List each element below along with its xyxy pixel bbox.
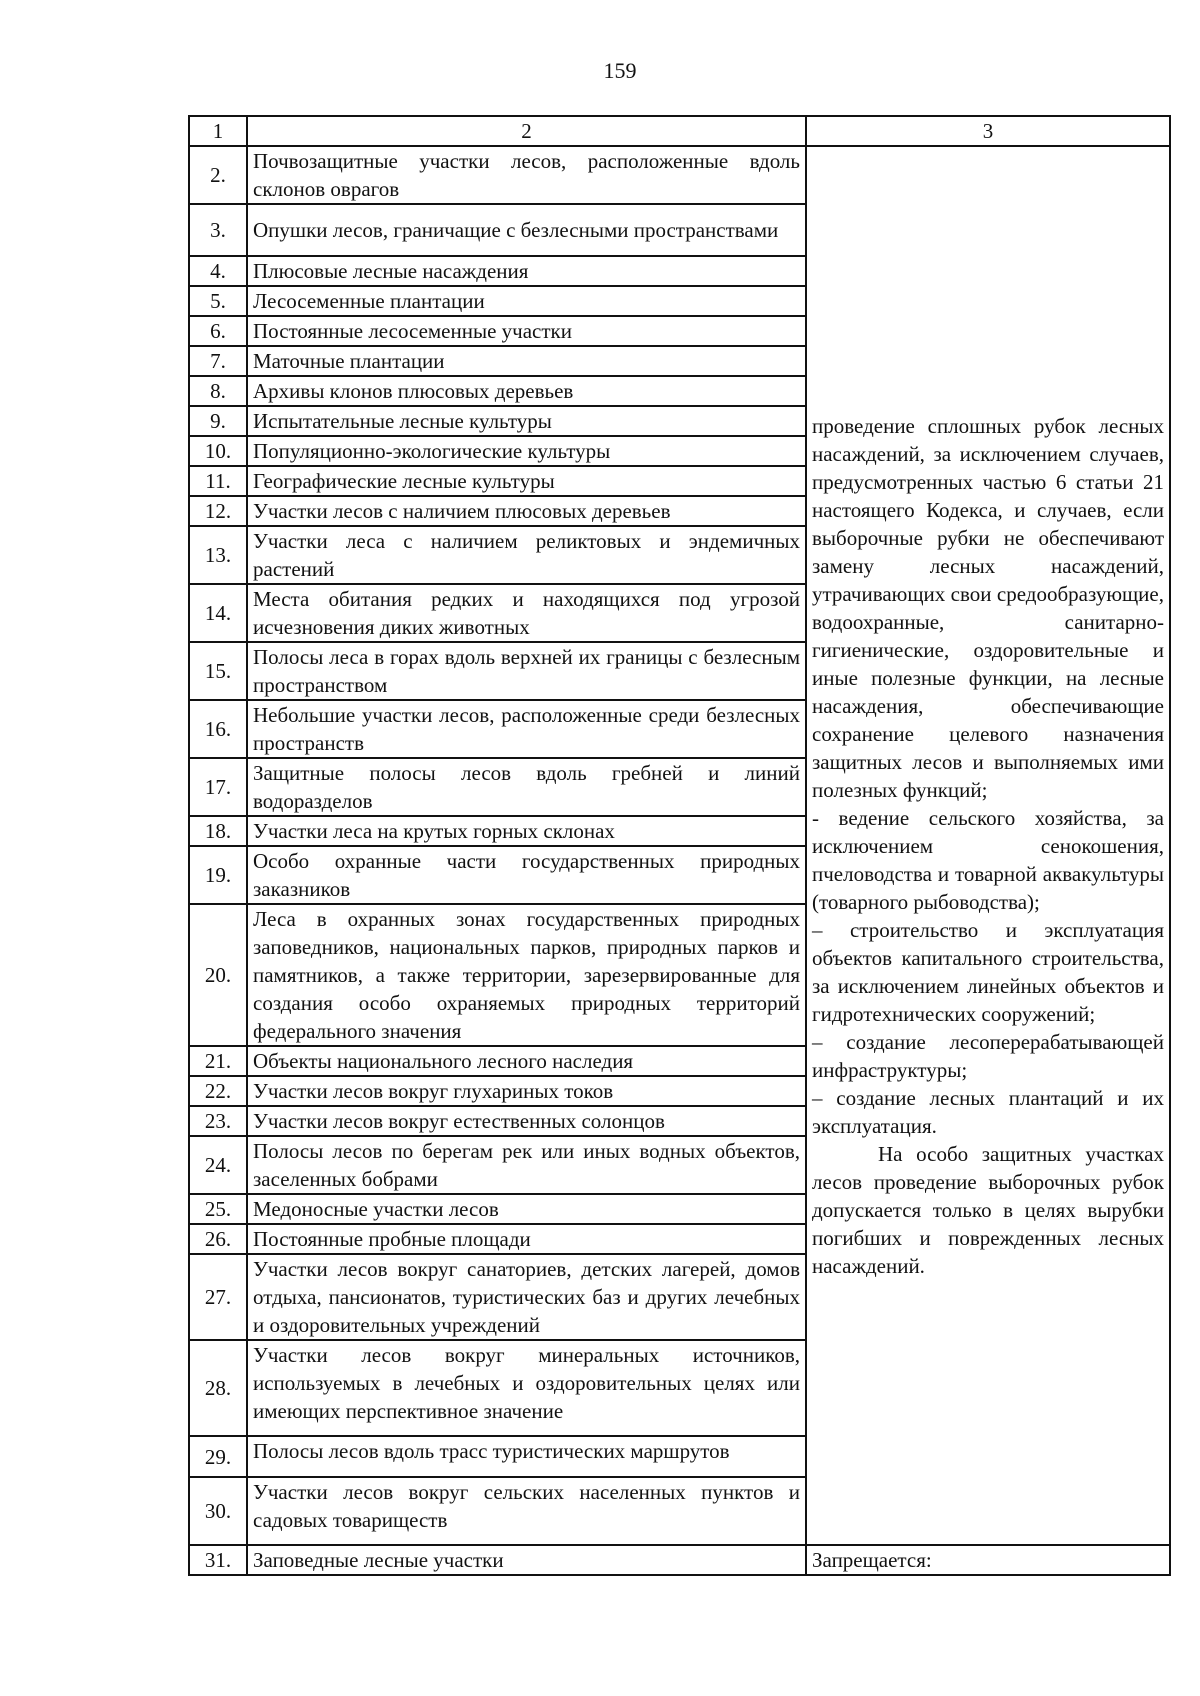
row-number: 16. xyxy=(189,700,247,758)
row-number: 14. xyxy=(189,584,247,642)
row-category-name: Участки лесов вокруг глухариных токов xyxy=(247,1076,806,1106)
row-category-name: Объекты национального лесного наследия xyxy=(247,1046,806,1076)
row-number: 3. xyxy=(189,204,247,256)
row-number: 28. xyxy=(189,1340,247,1436)
row-category-name: Участки лесов вокруг минеральных источников, используемых в лечебных и оздоровительных целях или имеющих перспективное значение xyxy=(247,1340,806,1436)
row-category-name: Маточные плантации xyxy=(247,346,806,376)
column-header-1: 1 xyxy=(189,116,247,146)
column-header-2: 2 xyxy=(247,116,806,146)
row-number: 8. xyxy=(189,376,247,406)
row-category-name: Испытательные лесные культуры xyxy=(247,406,806,436)
row-number: 26. xyxy=(189,1224,247,1254)
row-number: 22. xyxy=(189,1076,247,1106)
row-number: 23. xyxy=(189,1106,247,1136)
page-number: 159 xyxy=(603,58,637,83)
table-header-row xyxy=(189,116,1170,146)
row-category-name: Полосы лесов по берегам рек или иных водных объектов, заселенных бобрами xyxy=(247,1136,806,1194)
row-category-name: Популяционно-экологические культуры xyxy=(247,436,806,466)
row-category-name: Полосы лесов вдоль трасс туристических маршрутов xyxy=(247,1436,806,1477)
row-number: 12. xyxy=(189,496,247,526)
row-category-name: Постоянные лесосеменные участки xyxy=(247,316,806,346)
row-category-name: Лесосеменные плантации xyxy=(247,286,806,316)
table-row-last xyxy=(189,1545,1170,1575)
regime-paragraph: – строительство и эксплуатация объектов капитального строительства, за исключением линейных объектов и гидротехнических сооружений; xyxy=(812,917,1164,1026)
row-number: 4. xyxy=(189,256,247,286)
row-category-name: Участки лесов вокруг санаториев, детских лагерей, домов отдыха, пансионатов, туристических баз и других лечебных и оздоровительных учреждений xyxy=(247,1254,806,1340)
table-row xyxy=(189,146,1170,204)
row-number: 29. xyxy=(189,1436,247,1477)
regime-cell: Запрещается: xyxy=(806,1545,1170,1575)
row-category-name: Участки лесов с наличием плюсовых деревьев xyxy=(247,496,806,526)
row-number: 9. xyxy=(189,406,247,436)
row-category-name: Участки леса с наличием реликтовых и эндемичных растений xyxy=(247,526,806,584)
row-category-name: Медоносные участки лесов xyxy=(247,1194,806,1224)
row-category-name: Участки лесов вокруг естественных солонцов xyxy=(247,1106,806,1136)
row-number: 10. xyxy=(189,436,247,466)
row-number: 30. xyxy=(189,1477,247,1545)
row-number: 5. xyxy=(189,286,247,316)
row-number: 2. xyxy=(189,146,247,204)
row-category-name: Участки лесов вокруг сельских населенных пунктов и садовых товариществ xyxy=(247,1477,806,1545)
regime-text xyxy=(812,412,1164,1280)
row-category-name: Места обитания редких и находящихся под угрозой исчезновения диких животных xyxy=(247,584,806,642)
row-category-name: Плюсовые лесные насаждения xyxy=(247,256,806,286)
row-number: 18. xyxy=(189,816,247,846)
row-number: 31. xyxy=(189,1545,247,1575)
row-category-name: Особо охранные части государственных природных заказников xyxy=(247,846,806,904)
row-category-name: Заповедные лесные участки xyxy=(247,1545,806,1575)
row-number: 7. xyxy=(189,346,247,376)
row-category-name: Леса в охранных зонах государственных природных заповедников, национальных парков, природных парков и памятников, а также территории, зарезервированные для создания особо охраняемых природных территорий федерального значения xyxy=(247,904,806,1046)
row-category-name: Географические лесные культуры xyxy=(247,466,806,496)
row-number: 11. xyxy=(189,466,247,496)
row-number: 15. xyxy=(189,642,247,700)
protected-forest-table xyxy=(188,115,1171,1576)
row-number: 27. xyxy=(189,1254,247,1340)
regime-cell xyxy=(806,146,1170,1545)
row-category-name: Архивы клонов плюсовых деревьев xyxy=(247,376,806,406)
regime-paragraph: проведение сплошных рубок лесных насаждений, за исключением случаев, предусмотренных частью 6 статьи 21 настоящего Кодекса, и случаев, если выборочные рубки не обеспечивают замену лесных насаждений, утрачивающих свои средообразующие, водоохранные, санитарно-гигиенические, оздоровительные и иные полезные функции, на лесные насаждения, обеспечивающие сохранение целевого назначения защитных лесов и выполняемых ими полезных функций; xyxy=(812,413,1164,802)
row-category-name: Защитные полосы лесов вдоль гребней и линий водоразделов xyxy=(247,758,806,816)
row-category-name: Почвозащитные участки лесов, расположенные вдоль склонов оврагов xyxy=(247,146,806,204)
row-number: 6. xyxy=(189,316,247,346)
row-number: 20. xyxy=(189,904,247,1046)
regime-paragraph: – создание лесоперерабатывающей инфраструктуры; xyxy=(812,1029,1164,1082)
row-number: 24. xyxy=(189,1136,247,1194)
row-number: 19. xyxy=(189,846,247,904)
row-category-name: Небольшие участки лесов, расположенные среди безлесных пространств xyxy=(247,700,806,758)
regime-paragraph: - ведение сельского хозяйства, за исключением сенокошения, пчеловодства и товарной аквакультуры (товарного рыбоводства); xyxy=(812,805,1164,914)
row-number: 17. xyxy=(189,758,247,816)
row-number: 13. xyxy=(189,526,247,584)
row-category-name: Постоянные пробные площади xyxy=(247,1224,806,1254)
row-category-name: Опушки лесов, граничащие с безлесными пространствами xyxy=(247,204,806,256)
row-category-name: Полосы леса в горах вдоль верхней их границы с безлесным пространством xyxy=(247,642,806,700)
row-number: 25. xyxy=(189,1194,247,1224)
row-category-name: Участки леса на крутых горных склонах xyxy=(247,816,806,846)
row-number: 21. xyxy=(189,1046,247,1076)
regime-paragraph: На особо защитных участках лесов проведение выборочных рубок допускается только в целях вырубки погибших и поврежденных лесных насаждений. xyxy=(812,1141,1164,1278)
column-header-3: 3 xyxy=(806,116,1170,146)
regime-paragraph: – создание лесных плантаций и их эксплуатация. xyxy=(812,1085,1164,1138)
